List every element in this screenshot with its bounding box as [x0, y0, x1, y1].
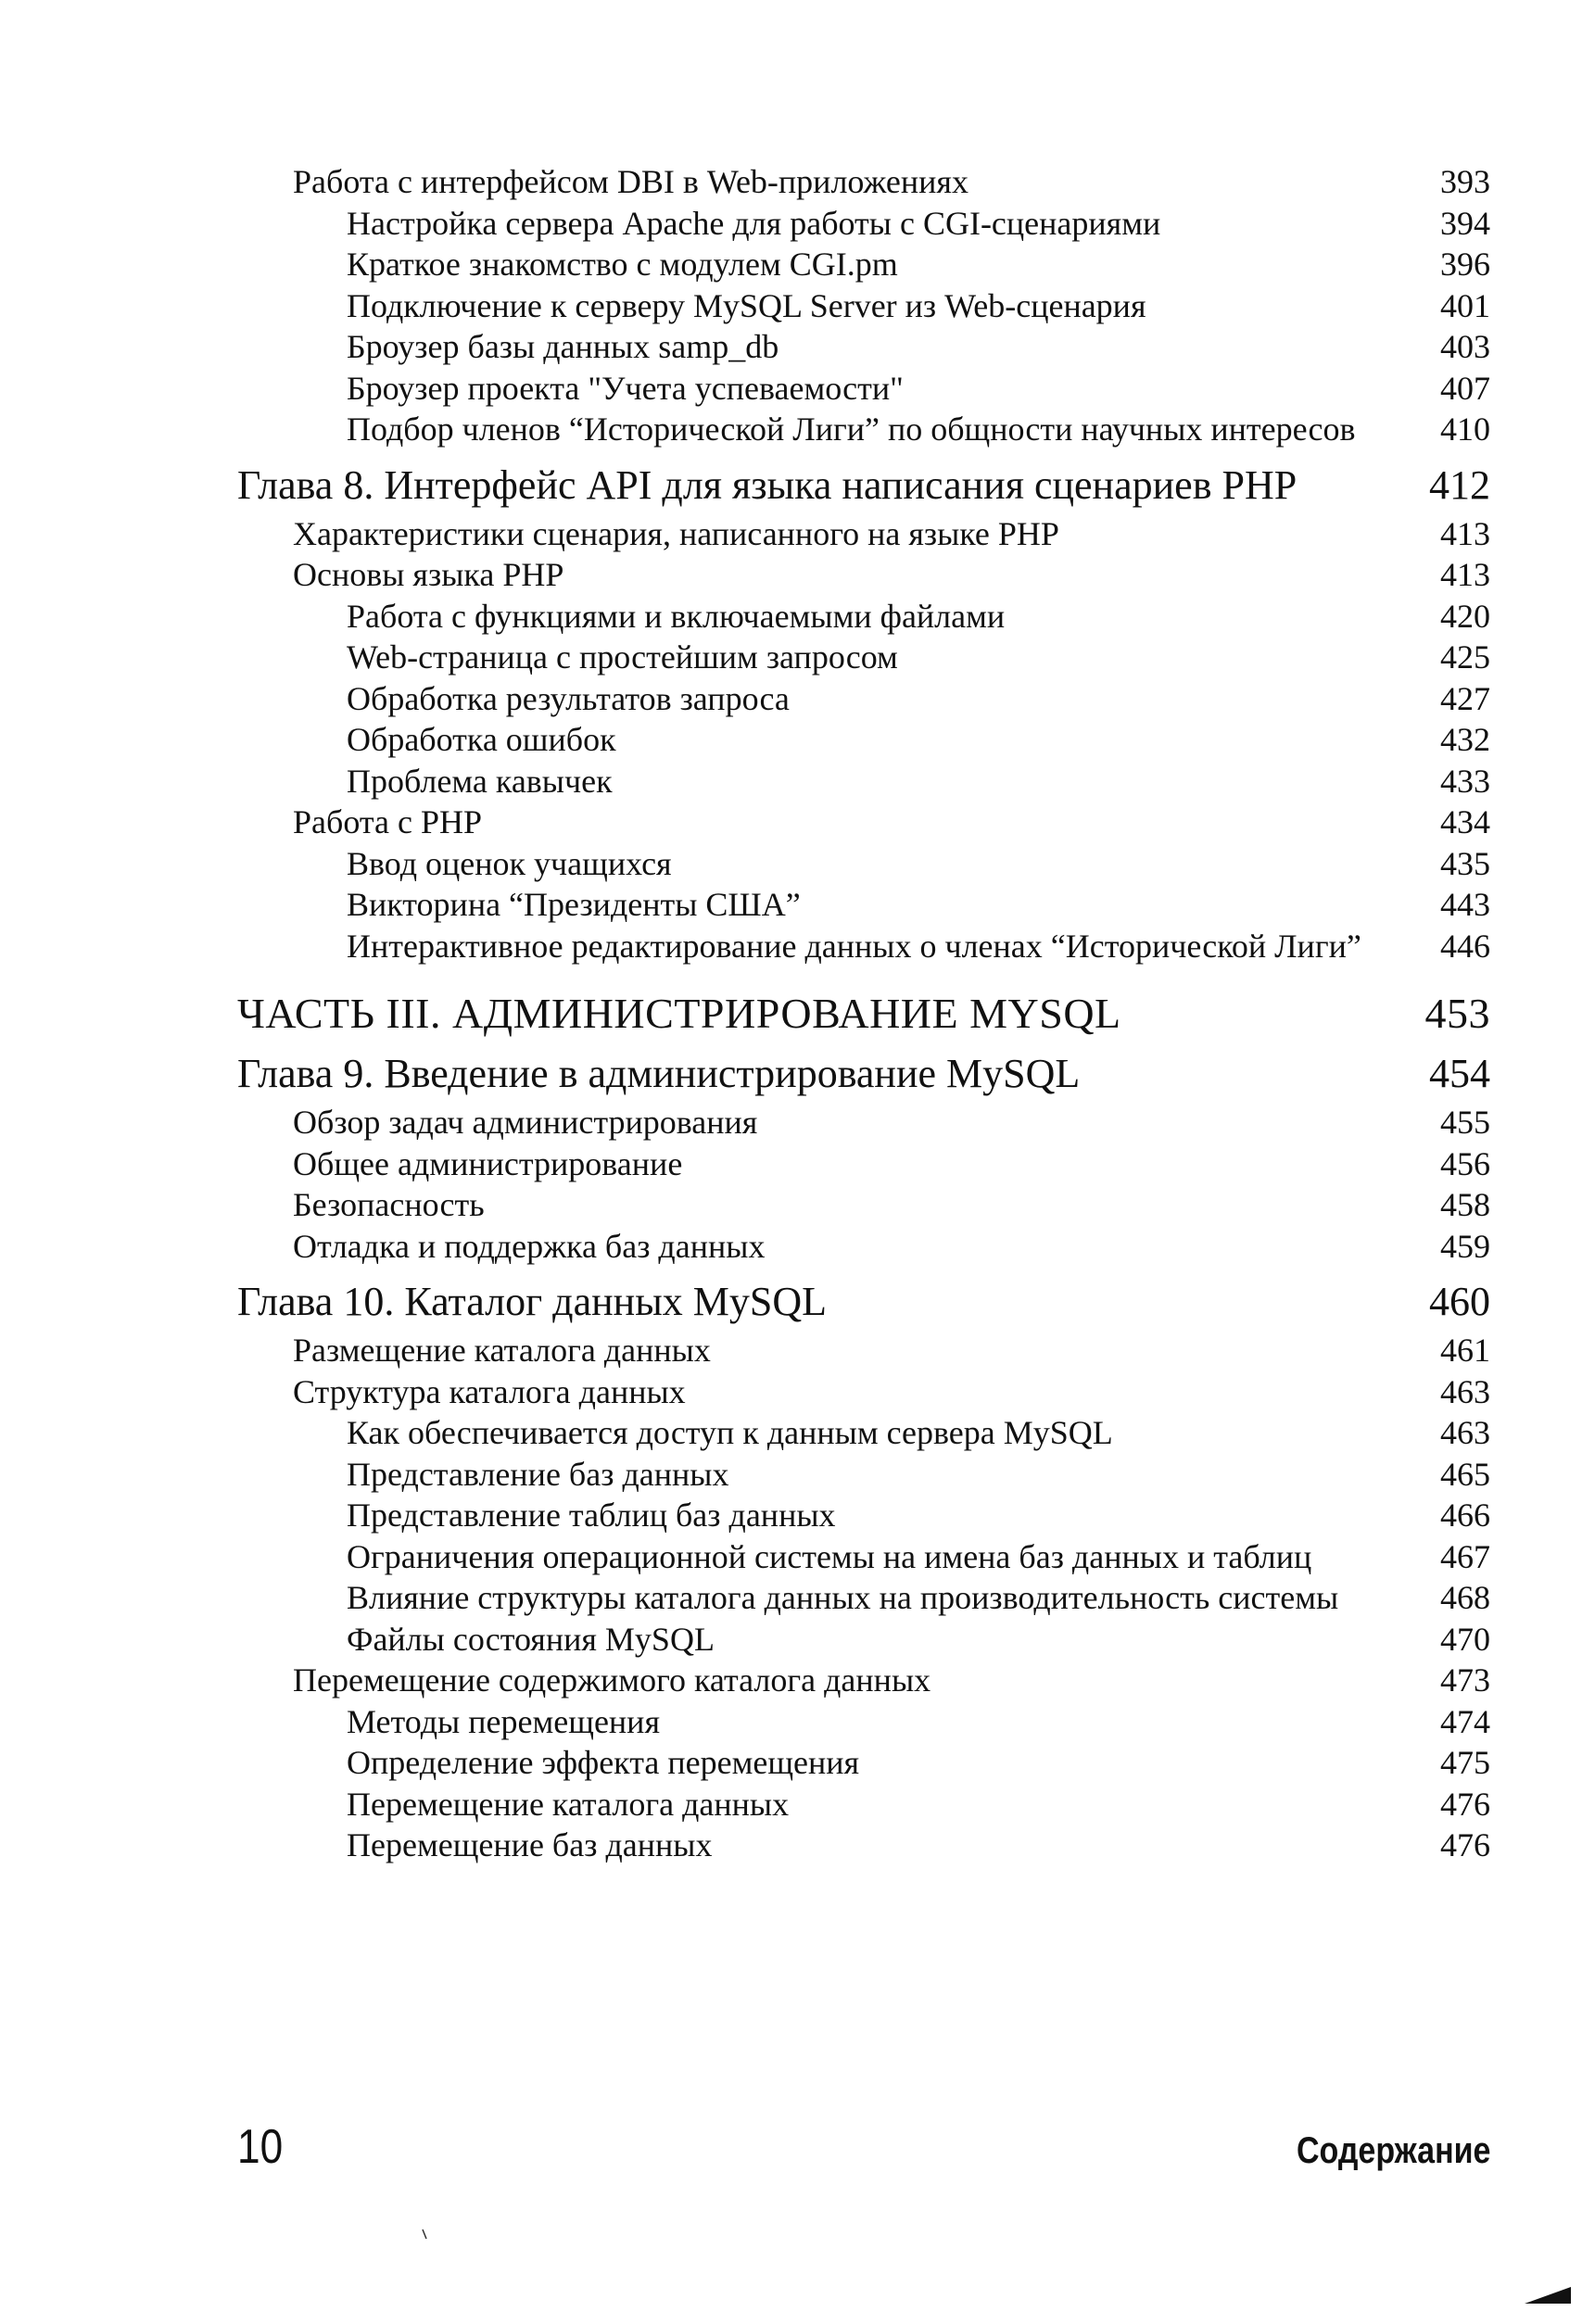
toc-subsection: [237, 761, 1490, 802]
toc-entry-page: 475: [1440, 1744, 1490, 1781]
toc-subsection: [237, 326, 1490, 368]
toc-entry-title: Обработка ошибок: [347, 721, 616, 758]
toc-entry-page: 407: [1440, 369, 1490, 407]
toc-section: [237, 802, 1490, 843]
toc-entry-title: Работа с интерфейсом DBI в Web-приложениях: [293, 163, 968, 200]
table-of-contents: [237, 161, 1490, 1866]
toc-entry-title: Настройка сервера Apache для работы с CGI-сценариями: [347, 204, 1161, 242]
toc-entry-title: Перемещение каталога данных: [347, 1785, 790, 1823]
toc-entry-page: 474: [1440, 1702, 1490, 1740]
toc-subsection: [237, 368, 1490, 410]
toc-subsection: [237, 678, 1490, 720]
toc-subsection: [237, 203, 1490, 245]
toc-subsection: [237, 1454, 1490, 1496]
toc-entry-page: 394: [1440, 204, 1490, 242]
toc-section: [237, 1330, 1490, 1371]
toc-entry-title: Интерактивное редактирование данных о членах “Исторической Лиги”: [347, 927, 1361, 965]
toc-entry-title: Глава 9. Введение в администрирование MySQL: [237, 1051, 1081, 1096]
toc-section: [237, 554, 1490, 596]
toc-entry-title: ЧАСТЬ III. АДМИНИСТРИРОВАНИЕ MYSQL: [237, 990, 1121, 1037]
toc-entry-page: 396: [1440, 246, 1490, 283]
toc-entry-page: 476: [1440, 1826, 1490, 1863]
toc-entry-title: Проблема кавычек: [347, 762, 613, 800]
toc-entry-title: Web-страница с простейшим запросом: [347, 638, 898, 676]
page-footer: [237, 2119, 1490, 2175]
toc-subsection: [237, 1536, 1490, 1578]
toc-entry-page: 413: [1440, 514, 1490, 552]
toc-entry-page: 463: [1440, 1372, 1490, 1410]
toc-entry-title: Викторина “Президенты США”: [347, 886, 801, 923]
toc-subsection: [237, 1412, 1490, 1454]
toc-entry-title: Броузер проекта "Учета успеваемости": [347, 369, 904, 407]
toc-subsection: [237, 1495, 1490, 1536]
toc-subsection: [237, 1577, 1490, 1619]
toc-entry-page: 420: [1440, 597, 1490, 635]
toc-entry-title: Как обеспечивается доступ к данным сервера MySQL: [347, 1414, 1113, 1451]
toc-entry-page: 456: [1440, 1144, 1490, 1182]
toc-entry-page: 465: [1440, 1455, 1490, 1493]
toc-entry-page: 467: [1440, 1537, 1490, 1575]
toc-section: [237, 1660, 1490, 1701]
toc-entry-title: Броузер базы данных samp_db: [347, 328, 779, 365]
toc-subsection: [237, 285, 1490, 327]
toc-entry-title: Влияние структуры каталога данных на производительность системы: [347, 1579, 1339, 1616]
toc-entry-page: 443: [1440, 886, 1490, 923]
toc-entry-title: Подбор членов “Исторической Лиги” по общности научных интересов: [347, 410, 1356, 448]
toc-entry-title: Общее администрирование: [293, 1144, 683, 1182]
toc-entry-title: Размещение каталога данных: [293, 1332, 711, 1369]
toc-entry-page: 410: [1440, 410, 1490, 448]
toc-entry-title: Ограничения операционной системы на имена баз данных и таблиц: [347, 1537, 1312, 1575]
toc-entry-page: 473: [1440, 1661, 1490, 1699]
toc-section: [237, 1102, 1490, 1143]
toc-subsection: [237, 1619, 1490, 1661]
toc-entry-page: 435: [1440, 844, 1490, 882]
toc-entry-page: 433: [1440, 762, 1490, 800]
toc-section: [237, 1184, 1490, 1226]
toc-entry-page: 468: [1440, 1579, 1490, 1616]
toc-subsection: [237, 596, 1490, 638]
toc-subsection: [237, 244, 1490, 285]
toc-entry-title: Подключение к серверу MySQL Server из Web-сценария: [347, 286, 1146, 324]
toc-entry-title: Отладка и поддержка баз данных: [293, 1227, 766, 1265]
toc-part: [237, 989, 1490, 1039]
toc-entry-page: 453: [1424, 990, 1490, 1037]
toc-entry-page: 425: [1440, 638, 1490, 676]
toc-entry-page: 460: [1429, 1279, 1490, 1324]
toc-subsection: [237, 637, 1490, 678]
toc-entry-title: Безопасность: [293, 1186, 485, 1223]
toc-entry-page: 476: [1440, 1785, 1490, 1823]
toc-subsection: [237, 1742, 1490, 1784]
toc-chapter: [237, 1279, 1490, 1325]
toc-chapter: [237, 462, 1490, 509]
toc-subsection: [237, 884, 1490, 926]
toc-entry-page: 403: [1440, 328, 1490, 365]
toc-subsection: [237, 843, 1490, 885]
toc-entry-title: Определение эффекта перемещения: [347, 1744, 860, 1781]
toc-entry-title: Методы перемещения: [347, 1702, 661, 1740]
toc-chapter: [237, 1051, 1490, 1097]
toc-entry-page: 401: [1440, 286, 1490, 324]
scan-speck: [422, 2229, 427, 2240]
running-title: Содержание: [1296, 2130, 1490, 2171]
toc-entry-title: Представление баз данных: [347, 1455, 729, 1493]
toc-entry-title: Представление таблиц баз данных: [347, 1497, 836, 1534]
toc-entry-page: 455: [1440, 1104, 1490, 1141]
toc-entry-page: 432: [1440, 721, 1490, 758]
toc-entry-title: Перемещение содержимого каталога данных: [293, 1661, 931, 1699]
toc-subsection: [237, 409, 1490, 450]
toc-entry-page: 470: [1440, 1620, 1490, 1658]
toc-entry-page: 393: [1440, 163, 1490, 200]
toc-entry-page: 459: [1440, 1227, 1490, 1265]
toc-subsection: [237, 1701, 1490, 1743]
toc-section: [237, 1371, 1490, 1413]
page-number: 10: [237, 2120, 284, 2174]
toc-entry-page: 461: [1440, 1332, 1490, 1369]
toc-entry-page: 413: [1440, 556, 1490, 593]
toc-entry-page: 458: [1440, 1186, 1490, 1223]
toc-entry-title: Работа с PHP: [293, 803, 483, 840]
toc-section: [237, 513, 1490, 555]
toc-entry-page: 434: [1440, 803, 1490, 840]
toc-subsection: [237, 926, 1490, 967]
toc-entry-title: Обработка результатов запроса: [347, 679, 790, 717]
toc-entry-page: 427: [1440, 679, 1490, 717]
toc-entry-page: 446: [1440, 927, 1490, 965]
toc-entry-title: Глава 10. Каталог данных MySQL: [237, 1279, 828, 1324]
toc-subsection: [237, 1825, 1490, 1866]
toc-entry-title: Основы языка PHP: [293, 556, 564, 593]
toc-entry-title: Работа с функциями и включаемыми файлами: [347, 597, 1006, 635]
toc-section: [237, 161, 1490, 203]
toc-entry-page: 412: [1429, 461, 1490, 508]
toc-entry-title: Ввод оценок учащихся: [347, 844, 672, 882]
toc-entry-page: 463: [1440, 1414, 1490, 1451]
toc-entry-title: Файлы состояния MySQL: [347, 1620, 715, 1658]
toc-entry-title: Структура каталога данных: [293, 1372, 686, 1410]
toc-entry-page: 454: [1429, 1051, 1490, 1096]
toc-section: [237, 1226, 1490, 1268]
toc-entry-title: Характеристики сценария, написанного на языке PHP: [293, 514, 1059, 552]
toc-entry-title: Перемещение баз данных: [347, 1826, 713, 1863]
toc-subsection: [237, 719, 1490, 761]
toc-subsection: [237, 1784, 1490, 1825]
toc-entry-title: Глава 8. Интерфейс API для языка написания сценариев PHP: [237, 461, 1298, 508]
page-corner-mark: [1525, 2285, 1573, 2305]
toc-entry-page: 466: [1440, 1497, 1490, 1534]
toc-entry-title: Обзор задач администрирования: [293, 1104, 758, 1141]
toc-section: [237, 1143, 1490, 1185]
toc-entry-title: Краткое знакомство с модулем CGI.pm: [347, 246, 898, 283]
